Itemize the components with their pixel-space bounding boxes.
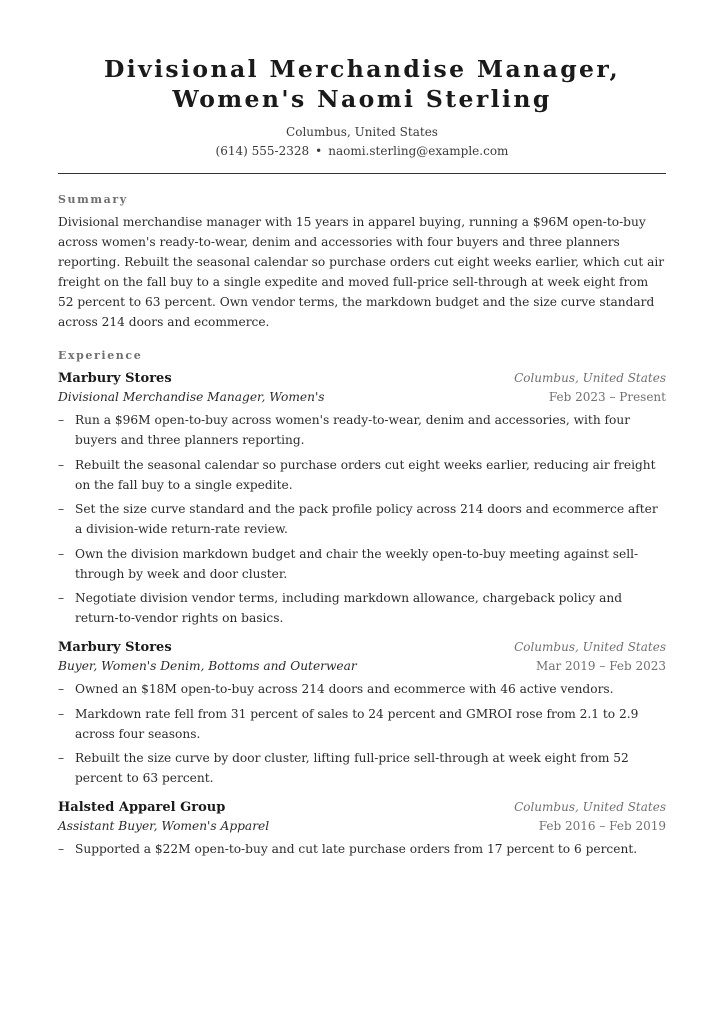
bullet-dash: – — [58, 413, 65, 427]
name-line-1: Divisional Merchandise Manager, — [103, 55, 621, 83]
job-location: Columbus, United States — [514, 640, 666, 654]
contact-line — [58, 142, 666, 161]
bullet-dash: – — [58, 502, 65, 516]
job-bullets — [58, 679, 666, 788]
bullet-text: Run a $96M open-to-buy across women's ready-to-wear, denim and accessories, with four buyers and three planners reporting. — [75, 413, 631, 447]
experience-list — [58, 369, 666, 859]
job-bullet — [58, 499, 666, 539]
bullet-text: Rebuilt the seasonal calendar so purchase orders cut eight weeks earlier, reducing air freight on the fall buy to a single expedite. — [75, 457, 656, 492]
job-dates: Feb 2016 – Feb 2019 — [538, 819, 666, 833]
bullet-text: Markdown rate fell from 31 percent of sales to 24 percent and GMROI rose from 2.1 to 2.9 across four seasons. — [75, 706, 639, 741]
job-role: Buyer, Women's Denim, Bottoms and Outerwear — [58, 659, 357, 673]
summary-section-title: Summary — [58, 193, 128, 206]
contact-phone: (614) 555-2328 — [215, 144, 310, 158]
job-company: Halsted Apparel Group — [58, 800, 226, 815]
bullet-text: Supported a $22M open-to-buy and cut late purchase orders from 17 percent to 6 percent. — [75, 842, 638, 856]
job-header-row — [58, 369, 666, 388]
bullet-text: Rebuilt the size curve by door cluster, lifting full-price sell-through at week eight from 52 percent to 63 percent. — [75, 751, 629, 785]
name-line-2: Women's Naomi Sterling — [172, 85, 552, 113]
job-company: Marbury Stores — [58, 371, 172, 386]
job-dates: Mar 2019 – Feb 2023 — [536, 659, 666, 673]
job-bullets — [58, 839, 666, 859]
contact-location: Columbus, United States — [286, 125, 438, 139]
resume-page — [58, 54, 666, 864]
job-bullets — [58, 410, 666, 628]
job-entry — [58, 638, 666, 788]
bullet-text: Negotiate division vendor terms, including markdown allowance, chargeback policy and return-to-vendor rights on basics. — [75, 591, 623, 625]
job-entry — [58, 798, 666, 859]
job-bullet — [58, 410, 666, 450]
bullet-text: Owned an $18M open-to-buy across 214 doors and ecommerce with 46 active vendors. — [75, 682, 614, 696]
job-bullet — [58, 704, 666, 744]
bullet-text: Set the size curve standard and the pack profile policy across 214 doors and ecommerce after a division-wide return-rate review. — [75, 502, 658, 536]
job-header-row — [58, 638, 666, 657]
experience-section-title: Experience — [58, 349, 143, 362]
job-bullet — [58, 544, 666, 584]
job-role: Assistant Buyer, Women's Apparel — [58, 819, 270, 833]
bullet-text: Own the division markdown budget and chair the weekly open-to-buy meeting against sell-through by week and door cluster. — [75, 546, 639, 581]
job-location: Columbus, United States — [514, 371, 666, 385]
job-role-row — [58, 657, 666, 676]
contact-block — [58, 123, 666, 161]
bullet-dash: – — [58, 457, 65, 472]
bullet-dash: – — [58, 546, 65, 561]
bullet-dash: – — [58, 706, 65, 721]
job-company: Marbury Stores — [58, 640, 172, 655]
job-header-row — [58, 798, 666, 817]
job-bullet — [58, 748, 666, 788]
job-location: Columbus, United States — [514, 800, 666, 814]
header-divider — [58, 173, 666, 174]
bullet-dash: – — [58, 751, 65, 765]
contact-separator: • — [315, 144, 323, 158]
job-bullet — [58, 839, 666, 859]
job-role-row — [58, 388, 666, 407]
job-dates: Feb 2023 – Present — [548, 390, 666, 404]
job-bullet — [58, 679, 666, 699]
job-role: Divisional Merchandise Manager, Women's — [58, 390, 325, 404]
bullet-dash: – — [58, 842, 65, 856]
contact-email: naomi.sterling@example.com — [328, 144, 509, 158]
summary-text: Divisional merchandise manager with 15 years in apparel buying, running a $96M open-to-buy across women's ready-to-wear, denim and accessories with four buyers and three planners reporting. Rebuilt the seasonal calendar so purchase orders cut eight weeks earlier, which cut air freight on the fall buy to a single expedite and moved full-price sell-through at week eight from 52 percent to 63 percent. Own vendor terms, the markdown budget and the size curve standard across 214 doors and ecommerce. — [58, 215, 665, 329]
job-bullet — [58, 455, 666, 495]
job-entry — [58, 369, 666, 628]
bullet-dash: – — [58, 682, 65, 696]
job-bullet — [58, 588, 666, 628]
candidate-name-heading — [58, 54, 666, 114]
job-role-row — [58, 817, 666, 836]
bullet-dash: – — [58, 591, 65, 605]
